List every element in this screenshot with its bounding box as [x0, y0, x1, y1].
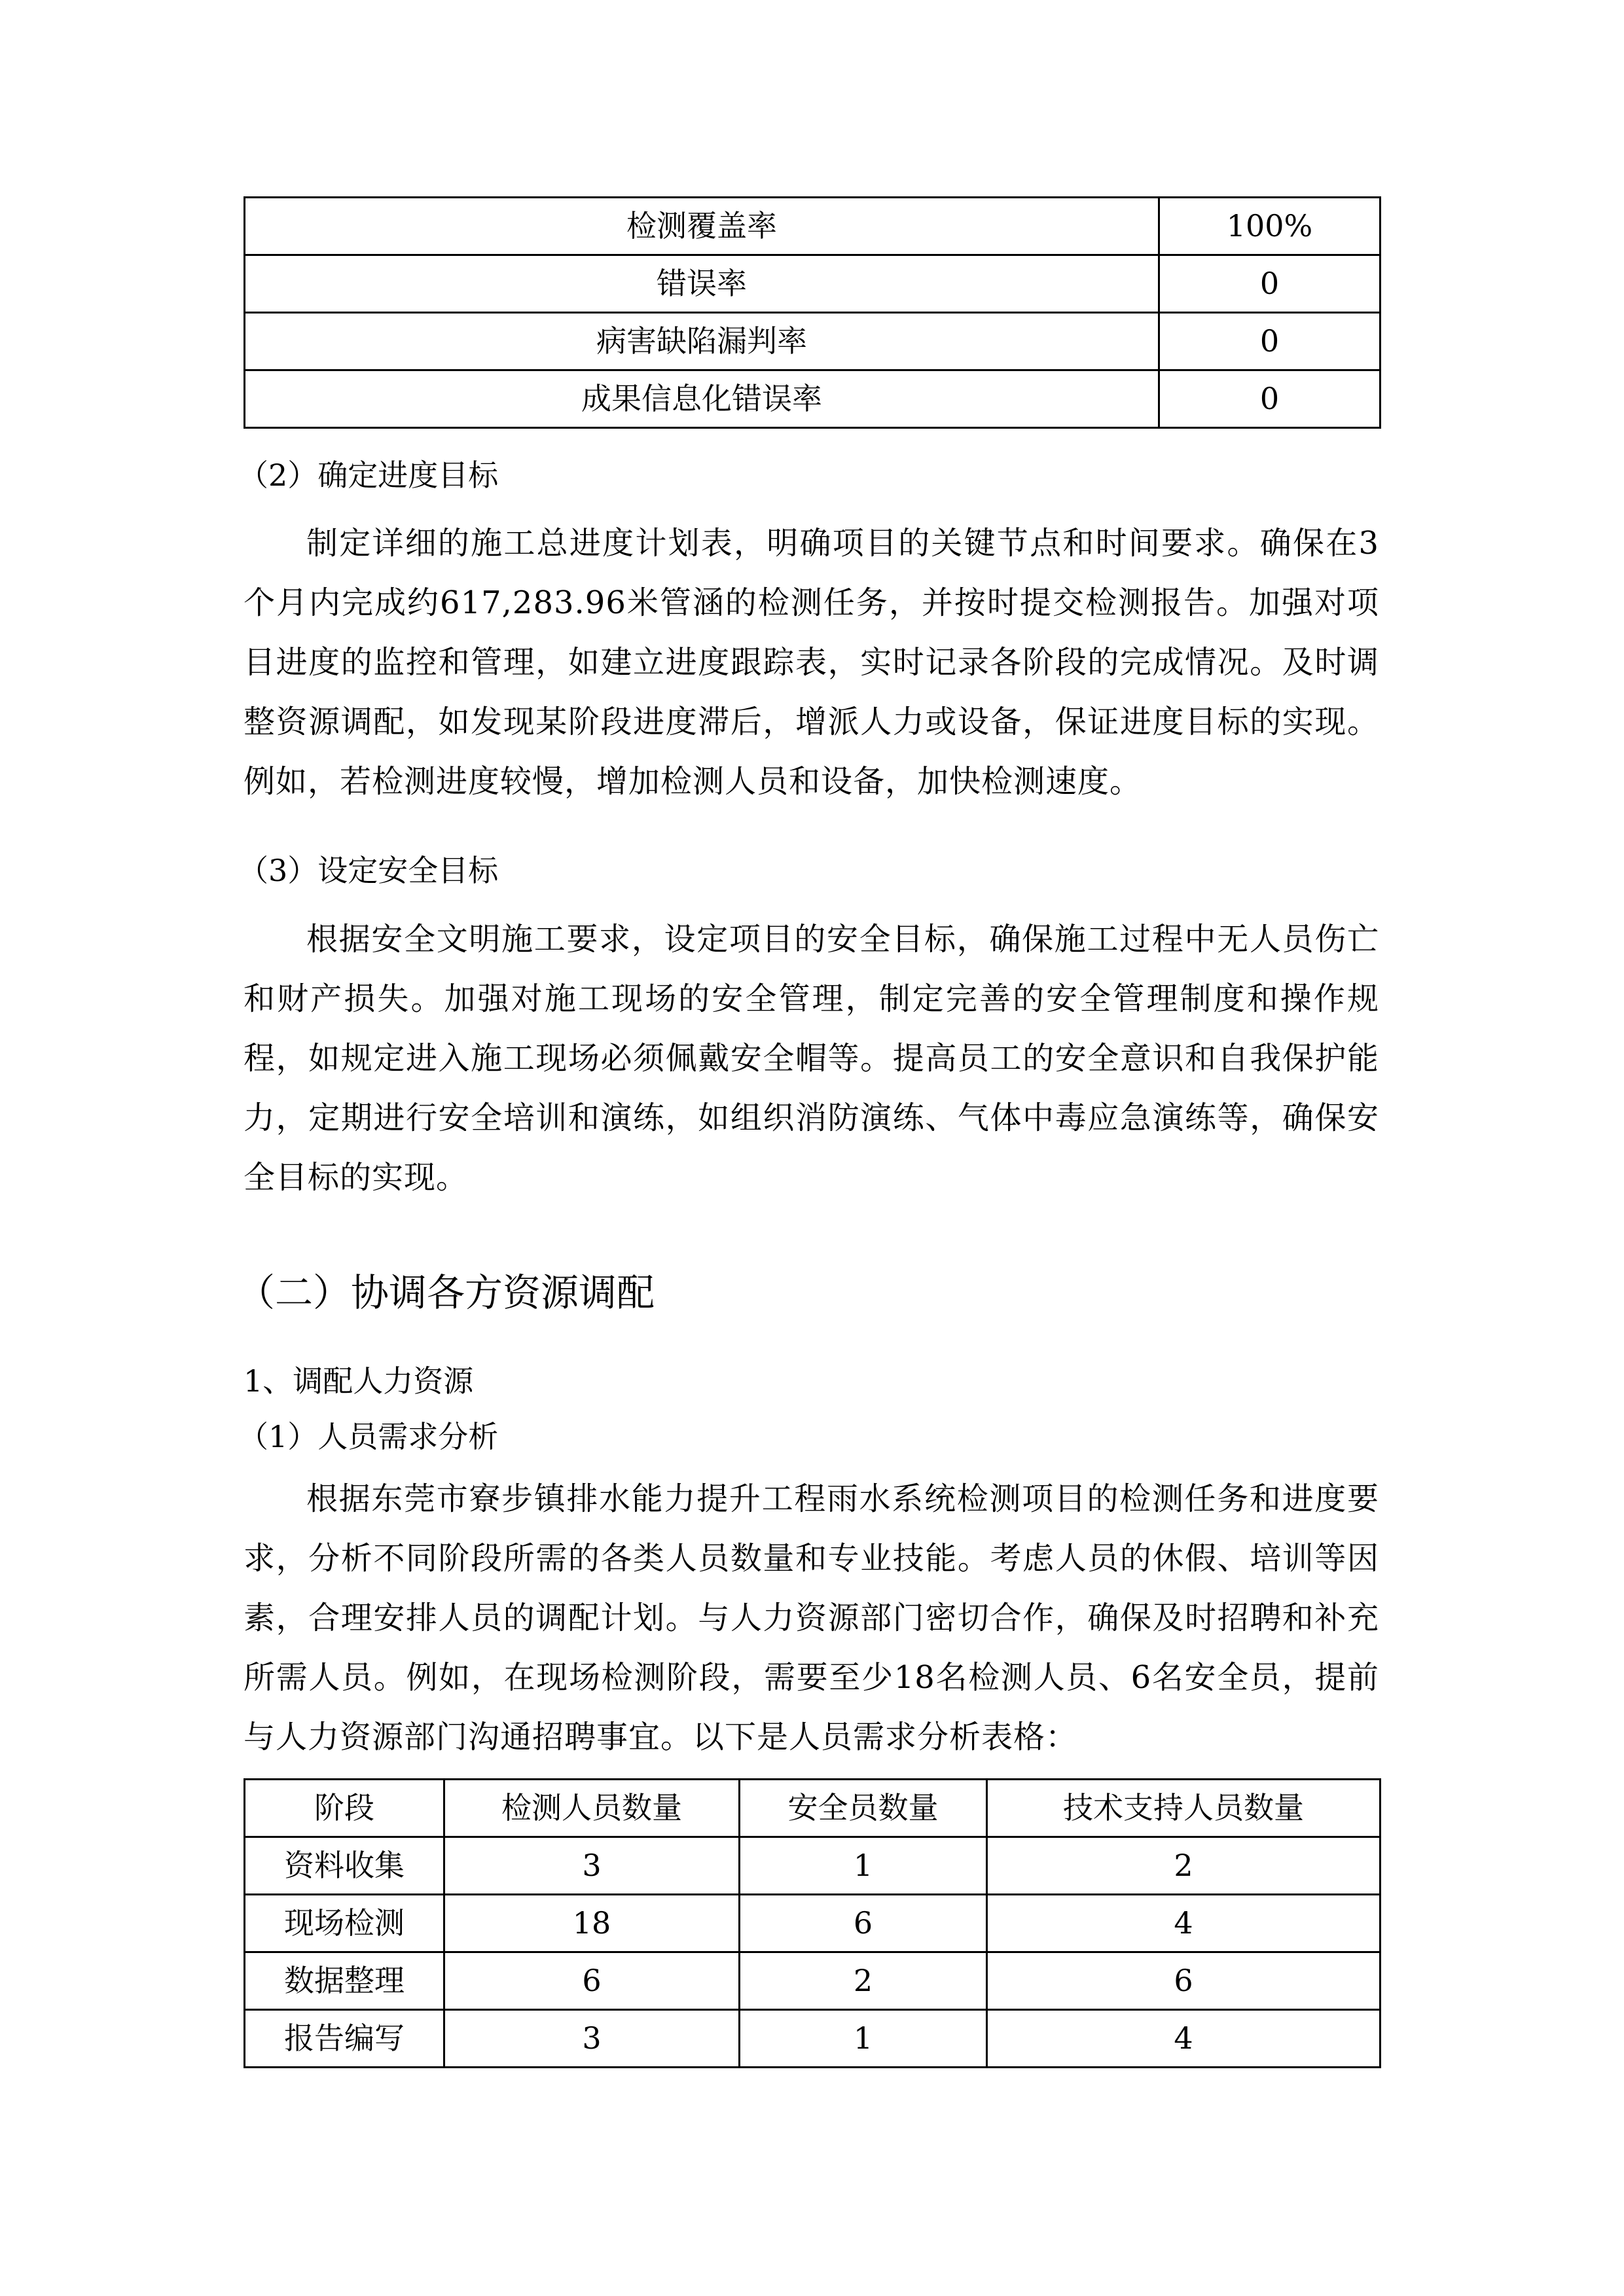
- stage-cell: 数据整理: [245, 1952, 444, 2010]
- table-row: [245, 370, 1380, 428]
- metric-cell: 病害缺陷漏判率: [245, 313, 1159, 370]
- staff-analysis-paragraph: 根据东莞市寮步镇排水能力提升工程雨水系统检测项目的检测任务和进度要求，分析不同阶段所需的各类人员数量和专业技能。考虑人员的休假、培训等因素，合理安排人员的调配计划。与人力资源部门密切合作，确保及时招聘和补充所需人员。例如，在现场检测阶段，需要至少18名检测人员、6名安全员，提前与人力资源部门沟通招聘事宜。以下是人员需求分析表格：: [244, 1480, 1379, 1755]
- sub-heading: 1、调配人力资源: [244, 1363, 474, 1399]
- value-cell: 0: [1159, 313, 1380, 370]
- value-cell: 0: [1159, 370, 1380, 428]
- table-row: [245, 1895, 1380, 1952]
- section-heading: （二）协调各方资源调配: [237, 1270, 655, 1315]
- table-row: [245, 1837, 1380, 1895]
- safety-officer-count-cell: 2: [740, 1952, 987, 2010]
- header-cell: 安全员数量: [740, 1780, 987, 1837]
- metric-cell: 成果信息化错误率: [245, 370, 1159, 428]
- schedule-goal-heading: （2）确定进度目标: [238, 457, 499, 493]
- tech-support-count-cell: 4: [987, 1895, 1380, 1952]
- table-row: [245, 198, 1380, 255]
- header-cell: 技术支持人员数量: [987, 1780, 1380, 1837]
- header-cell: 检测人员数量: [444, 1780, 740, 1837]
- stage-cell: 现场检测: [245, 1895, 444, 1952]
- tech-support-count-cell: 2: [987, 1837, 1380, 1895]
- value-cell: 100%: [1159, 198, 1380, 255]
- table-header-row: [245, 1780, 1380, 1837]
- inspector-count-cell: 18: [444, 1895, 740, 1952]
- safety-officer-count-cell: 1: [740, 2010, 987, 2068]
- table-row: [245, 255, 1380, 313]
- metric-cell: 检测覆盖率: [245, 198, 1159, 255]
- schedule-goal-paragraph: 制定详细的施工总进度计划表，明确项目的关键节点和时间要求。确保在3个月内完成约617,283.96米管涵的检测任务，并按时提交检测报告。加强对项目进度的监控和管理，如建立进度跟踪表，实时记录各阶段的完成情况。及时调整资源调配，如发现某阶段进度滞后，增派人力或设备，保证进度目标的实现。例如，若检测进度较慢，增加检测人员和设备，加快检测速度。: [244, 525, 1379, 800]
- header-cell: 阶段: [245, 1780, 444, 1837]
- stage-cell: 报告编写: [245, 2010, 444, 2068]
- table-row: [245, 2010, 1380, 2068]
- safety-goal-paragraph: 根据安全文明施工要求，设定项目的安全目标，确保施工过程中无人员伤亡和财产损失。加强对施工现场的安全管理，制定完善的安全管理制度和操作规程，如规定进入施工现场必须佩戴安全帽等。提高员工的安全意识和自我保护能力，定期进行安全培训和演练，如组织消防演练、气体中毒应急演练等，确保安全目标的实现。: [244, 921, 1379, 1196]
- table-row: [245, 1952, 1380, 2010]
- quality-metrics-table: [244, 196, 1381, 429]
- table-row: [245, 313, 1380, 370]
- inspector-count-cell: 3: [444, 1837, 740, 1895]
- inspector-count-cell: 3: [444, 2010, 740, 2068]
- inspector-count-cell: 6: [444, 1952, 740, 2010]
- metric-cell: 错误率: [245, 255, 1159, 313]
- safety-goal-heading: （3）设定安全目标: [238, 853, 499, 888]
- staff-requirement-table: [244, 1778, 1381, 2068]
- tech-support-count-cell: 4: [987, 2010, 1380, 2068]
- safety-officer-count-cell: 1: [740, 1837, 987, 1895]
- sub-sub-heading: （1）人员需求分析: [238, 1419, 499, 1454]
- tech-support-count-cell: 6: [987, 1952, 1380, 2010]
- safety-officer-count-cell: 6: [740, 1895, 987, 1952]
- stage-cell: 资料收集: [245, 1837, 444, 1895]
- value-cell: 0: [1159, 255, 1380, 313]
